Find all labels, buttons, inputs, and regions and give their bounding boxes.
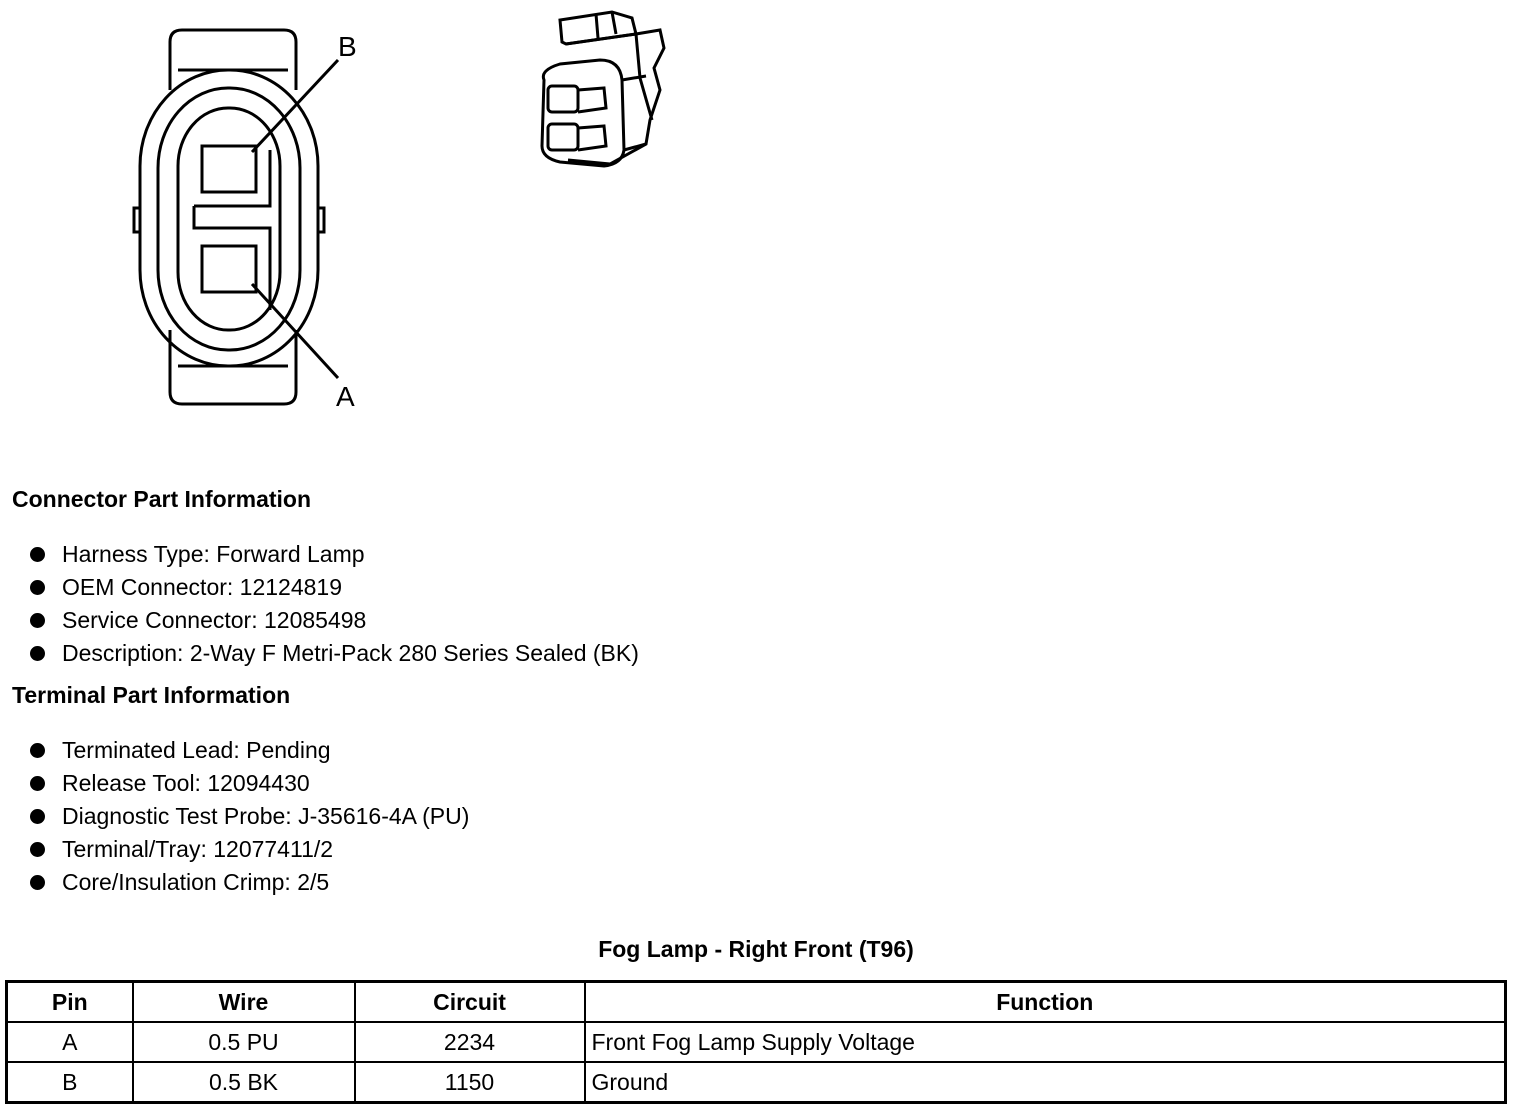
pin-table [5, 980, 1507, 1104]
function-cell: Front Fog Lamp Supply Voltage [585, 1022, 1506, 1062]
list-item: Terminated Lead: Pending [30, 734, 469, 767]
wire-cell: 0.5 PU [133, 1022, 355, 1062]
connector-face-drawing [134, 30, 338, 404]
pin-column-header: Pin [7, 982, 133, 1023]
pin-table-title: Fog Lamp - Right Front (T96) [598, 936, 914, 962]
list-item: OEM Connector: 12124819 [30, 571, 639, 604]
connector-part-info-heading: Connector Part Information [12, 486, 312, 512]
terminal-part-info-heading: Terminal Part Information [12, 682, 291, 708]
connector-isometric-drawing [542, 12, 664, 166]
function-column-header: Function [585, 982, 1506, 1023]
wire-cell: 0.5 BK [133, 1062, 355, 1103]
circuit-column-header: Circuit [355, 982, 585, 1023]
list-item: Service Connector: 12085498 [30, 604, 639, 637]
list-item: Description: 2-Way F Metri-Pack 280 Series Sealed (BK) [30, 637, 639, 670]
circuit-cell: 1150 [355, 1062, 585, 1103]
pin-b-label: B [338, 31, 357, 62]
list-item: Release Tool: 12094430 [30, 767, 469, 800]
pin-a-label: A [336, 381, 355, 412]
wire-column-header: Wire [133, 982, 355, 1023]
list-item: Terminal/Tray: 12077411/2 [30, 833, 469, 866]
pin-cell: B [7, 1062, 133, 1103]
connector-part-info-list [30, 538, 639, 670]
list-item: Diagnostic Test Probe: J-35616-4A (PU) [30, 800, 469, 833]
list-item: Core/Insulation Crimp: 2/5 [30, 866, 469, 899]
connector-diagram [0, 0, 720, 420]
circuit-cell: 2234 [355, 1022, 585, 1062]
table-row [7, 1022, 1506, 1062]
list-item: Harness Type: Forward Lamp [30, 538, 639, 571]
table-row [7, 1062, 1506, 1103]
terminal-part-info-list [30, 734, 469, 899]
pin-cell: A [7, 1022, 133, 1062]
function-cell: Ground [585, 1062, 1506, 1103]
table-header-row [7, 982, 1506, 1023]
